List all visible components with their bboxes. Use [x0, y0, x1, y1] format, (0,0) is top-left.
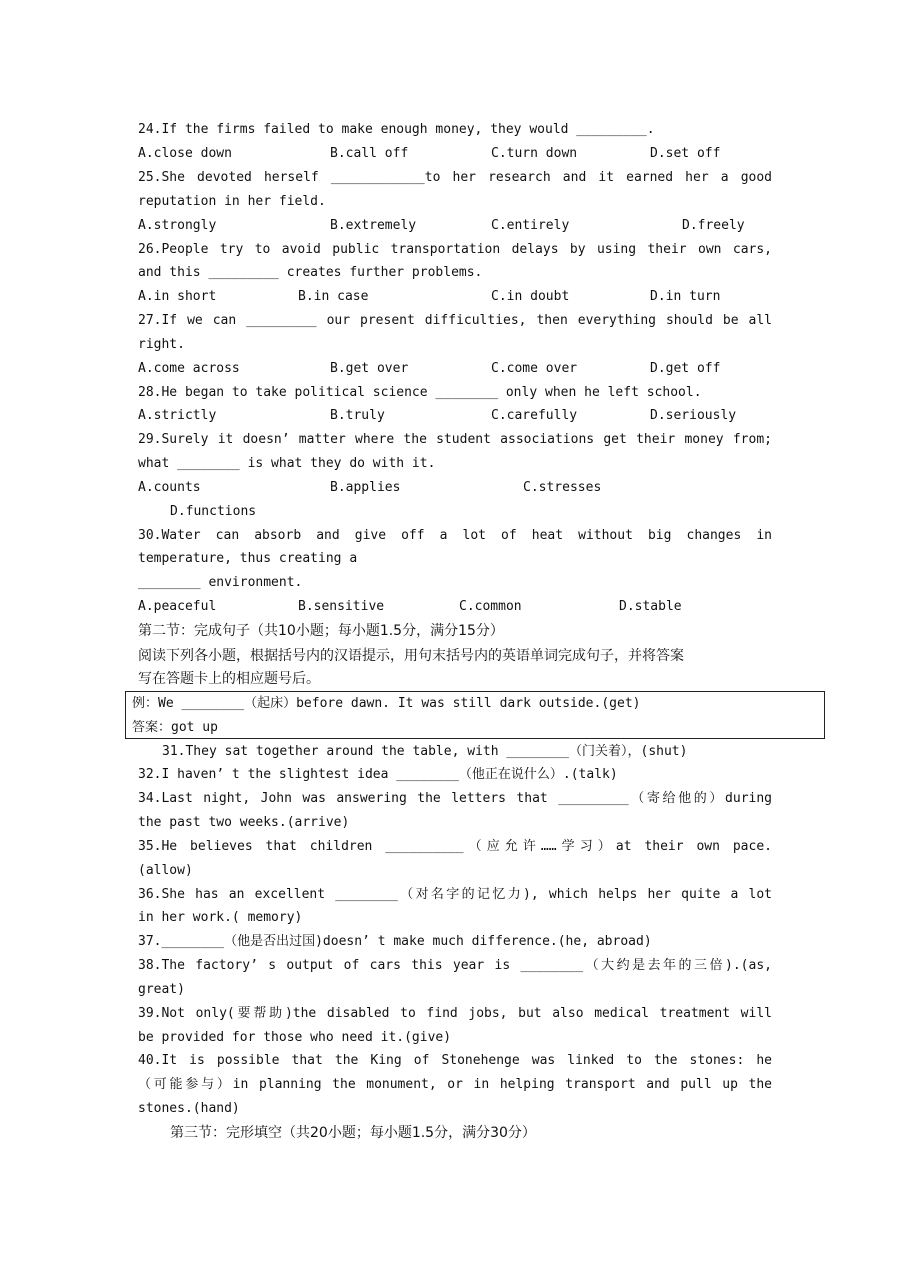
question-31: 31.They sat together around the table, with ________（门关着），(shut) — [162, 744, 688, 759]
option-b: B.sensitive — [298, 599, 385, 614]
option-b: B.truly — [330, 408, 385, 423]
example-box — [125, 691, 825, 739]
option-c: C.entirely — [491, 218, 570, 233]
option-d: D.set off — [650, 146, 721, 161]
option-c: C.carefully — [491, 408, 578, 423]
question-27-stem: 27.If we can _________ our present difficulties, then everything should be all — [138, 313, 772, 328]
question-35: 35.He believes that children __________（应允许……学习）at their own pace. — [138, 839, 772, 854]
option-a: A.strongly — [138, 218, 217, 233]
section-2-instructions: 阅读下列各小题，根据括号内的汉语提示，用句末括号内的英语单词完成句子，并将答案 — [138, 648, 684, 664]
option-b: B.extremely — [330, 218, 417, 233]
question-25-stem-cont: reputation in her field. — [138, 194, 326, 209]
option-a: A.come across — [138, 361, 240, 376]
section-3-title: 第三节：完形填空（共20小题；每小题1.5分，满分30分） — [170, 1125, 536, 1141]
question-26-stem: 26.People try to avoid public transportation delays by using their own cars, — [138, 242, 772, 257]
option-d: D.stable — [619, 599, 682, 614]
question-40-cont2: stones.(hand) — [138, 1101, 240, 1116]
option-a: A.strictly — [138, 408, 217, 423]
example-sentence: 例：We ________（起床）before dawn. It was still dark outside.(get) — [132, 696, 641, 711]
option-a: A.in short — [138, 289, 217, 304]
option-d: D.functions — [170, 504, 257, 519]
question-25-stem: 25.She devoted herself ____________to her research and it earned her a good — [138, 170, 772, 185]
option-d: D.seriously — [650, 408, 737, 423]
question-36: 36.She has an excellent ________（对名字的记忆力), which helps her quite a lot — [138, 887, 772, 902]
question-34: 34.Last night, John was answering the letters that _________（寄给他的）during — [138, 791, 772, 806]
option-b: B.in case — [298, 289, 369, 304]
question-38: 38.The factory’ s output of cars this year is ________（大约是去年的三倍).(as, — [138, 958, 772, 973]
question-27-stem-cont: right. — [138, 337, 185, 352]
option-b: B.applies — [330, 480, 401, 495]
option-a: A.close down — [138, 146, 232, 161]
question-39: 39.Not only(要帮助)the disabled to find jobs, but also medical treatment will — [138, 1006, 772, 1021]
question-32: 32.I haven’ t the slightest idea ________（他正在说什么）.(talk) — [138, 767, 618, 782]
question-30-stem-cont2: ________ environment. — [138, 575, 303, 590]
option-a: A.counts — [138, 480, 201, 495]
question-29-stem: 29.Surely it doesn’ matter where the student associations get their money from; — [138, 432, 772, 447]
question-28-stem: 28.He began to take political science ________ only when he left school. — [138, 385, 702, 400]
option-d: D.in turn — [650, 289, 721, 304]
question-35-cont: (allow) — [138, 863, 193, 878]
option-a: A.peaceful — [138, 599, 217, 614]
question-29-stem-cont: what ________ is what they do with it. — [138, 456, 436, 471]
question-39-cont: be provided for those who need it.(give) — [138, 1030, 452, 1045]
section-2-instructions-cont: 写在答题卡上的相应题号后。 — [138, 671, 320, 687]
example-answer: 答案：got up — [132, 720, 218, 735]
question-26-stem-cont: and this _________ creates further problems. — [138, 265, 483, 280]
section-2-title: 第二节：完成句子（共10小题；每小题1.5分，满分15分） — [138, 623, 504, 639]
option-b: B.call off — [330, 146, 409, 161]
option-b: B.get over — [330, 361, 409, 376]
question-38-cont: great) — [138, 982, 185, 997]
question-30-stem-cont: temperature, thus creating a — [138, 551, 358, 566]
question-24-stem: 24.If the firms failed to make enough money, they would _________. — [138, 122, 655, 137]
option-c: C.turn down — [491, 146, 578, 161]
question-30-stem: 30.Water can absorb and give off a lot of heat without big changes in — [138, 528, 772, 543]
question-40: 40.It is possible that the King of Stonehenge was linked to the stones: he — [138, 1053, 772, 1068]
option-c: C.common — [459, 599, 522, 614]
question-34-cont: the past two weeks.(arrive) — [138, 815, 350, 830]
option-c: C.stresses — [523, 480, 602, 495]
question-37: 37.________（他是否出过国)doesn’ t make much difference.(he, abroad) — [138, 934, 652, 949]
question-40-cont: （可能参与）in planning the monument, or in helping transport and pull up the — [138, 1077, 772, 1092]
option-d: D.freely — [682, 218, 745, 233]
option-c: C.in doubt — [491, 289, 570, 304]
option-c: C.come over — [491, 361, 578, 376]
option-d: D.get off — [650, 361, 721, 376]
question-36-cont: in her work.( memory) — [138, 910, 303, 925]
